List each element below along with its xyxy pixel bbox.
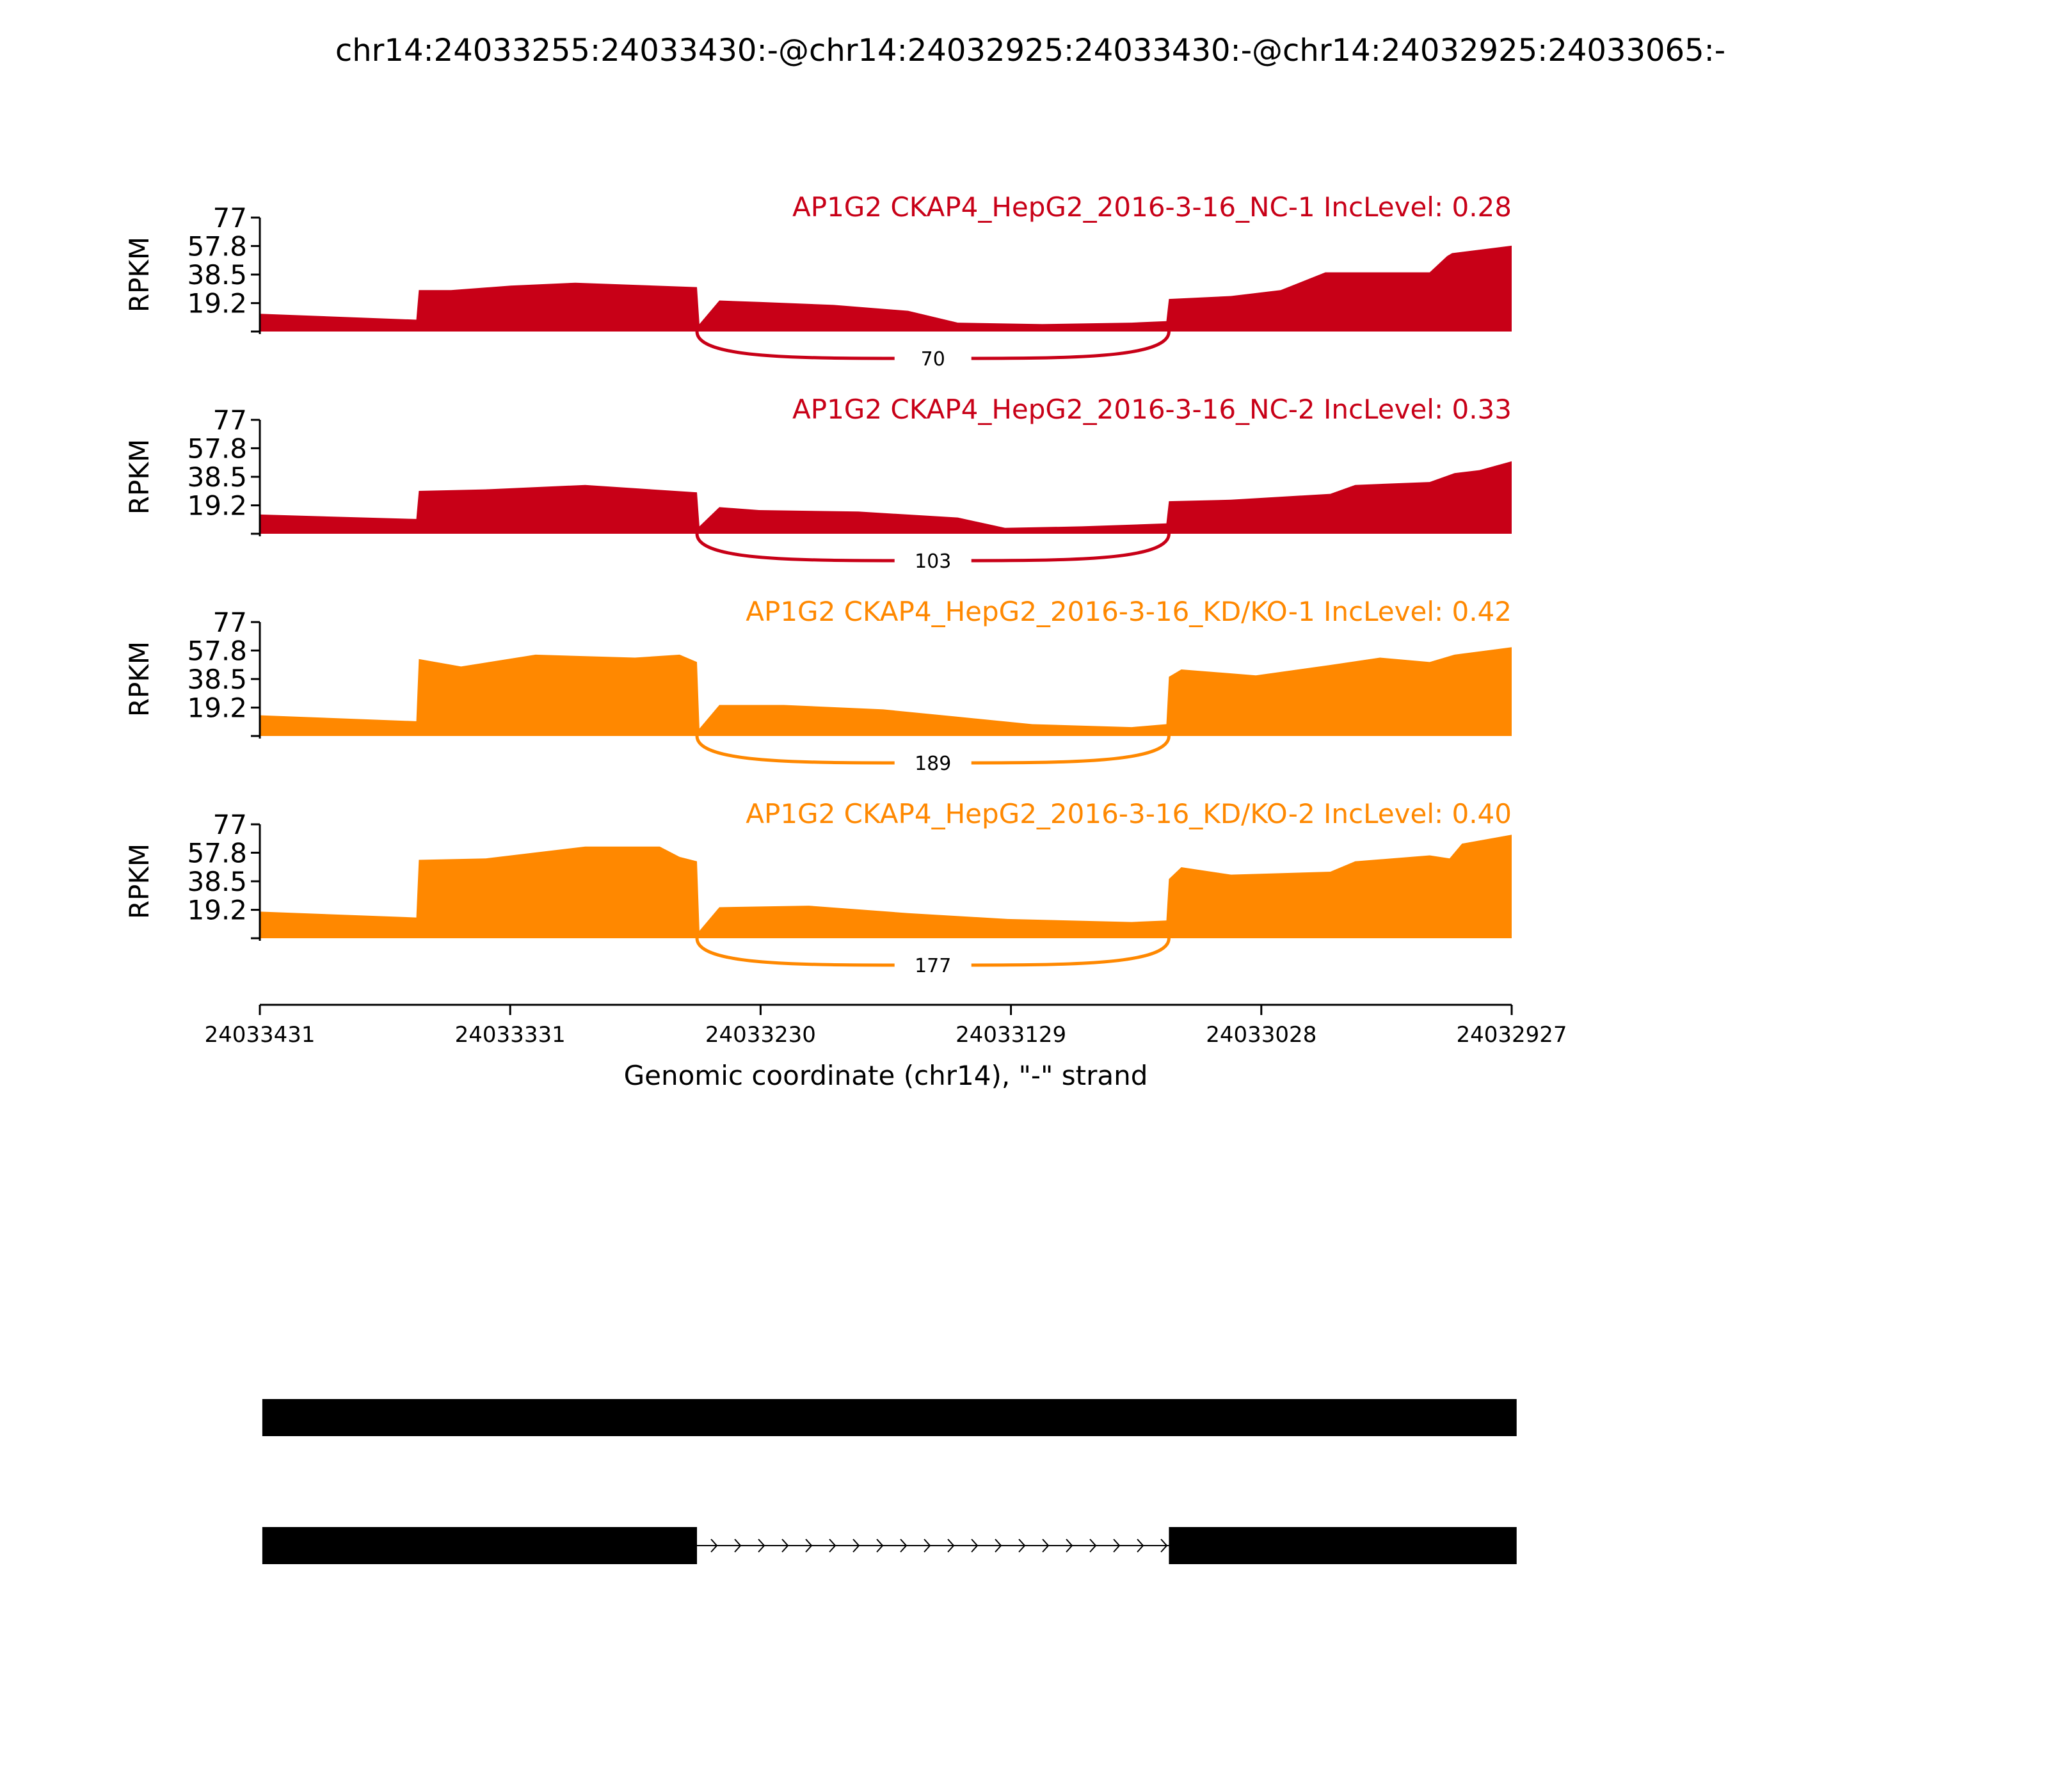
y-tick-label: 19.2 [187, 692, 247, 724]
panel-title: AP1G2 CKAP4_HepG2_2016-3-16_KD/KO-1 IncLevel: 0.42 [746, 596, 1512, 627]
exon-block [1169, 1527, 1516, 1564]
y-axis-label: RPKM [124, 641, 155, 717]
isoform-track [262, 1399, 1517, 1564]
x-tick-label: 24032927 [1456, 1022, 1567, 1048]
junction-count-label: 189 [915, 753, 952, 775]
coverage-panel [124, 191, 1512, 372]
chart-title: chr14:24033255:24033430:-@chr14:24032925:24033430:-@chr14:24032925:24033065:- [335, 33, 1726, 68]
x-tick-label: 24033431 [204, 1022, 316, 1048]
y-tick-label: 77 [212, 607, 247, 638]
y-axis-label: RPKM [124, 236, 155, 313]
coverage-area [260, 461, 1512, 534]
junction-count-label: 177 [915, 955, 952, 977]
junction-count-label: 70 [920, 348, 945, 371]
y-tick-label: 57.8 [187, 837, 247, 869]
panel-title: AP1G2 CKAP4_HepG2_2016-3-16_NC-2 IncLevel: 0.33 [792, 394, 1512, 425]
x-tick-label: 24033331 [454, 1022, 566, 1048]
coverage-area [260, 647, 1512, 736]
y-tick-label: 57.8 [187, 433, 247, 465]
x-axis [204, 1005, 1567, 1091]
x-tick-label: 24033028 [1206, 1022, 1317, 1048]
y-tick-label: 77 [212, 202, 247, 234]
junction-count-label: 103 [915, 550, 952, 573]
y-tick-label: 19.2 [187, 287, 247, 319]
coverage-panel [124, 394, 1512, 575]
y-tick-label: 38.5 [187, 866, 247, 897]
coverage-area [260, 835, 1512, 938]
exon-block [262, 1527, 697, 1564]
coverage-panel [124, 596, 1512, 777]
x-tick-label: 24033230 [705, 1022, 816, 1048]
panel-title: AP1G2 CKAP4_HepG2_2016-3-16_KD/KO-2 IncLevel: 0.40 [746, 798, 1512, 829]
coverage-panels [124, 191, 1512, 979]
y-tick-label: 57.8 [187, 635, 247, 667]
y-tick-label: 57.8 [187, 230, 247, 262]
isoform-model [262, 1527, 1517, 1564]
y-axis-label: RPKM [124, 843, 155, 920]
y-tick-label: 77 [212, 809, 247, 840]
y-tick-label: 77 [212, 404, 247, 436]
panel-title: AP1G2 CKAP4_HepG2_2016-3-16_NC-1 IncLevel: 0.28 [792, 191, 1512, 223]
y-tick-label: 19.2 [187, 894, 247, 926]
x-axis-title: Genomic coordinate (chr14), "-" strand [623, 1060, 1148, 1091]
x-tick-label: 24033129 [956, 1022, 1067, 1048]
y-axis-label: RPKM [124, 438, 155, 515]
y-tick-label: 38.5 [187, 259, 247, 291]
y-tick-label: 38.5 [187, 461, 247, 493]
exon-block [262, 1399, 1517, 1436]
coverage-panel [124, 798, 1512, 979]
y-tick-label: 38.5 [187, 664, 247, 695]
coverage-area [260, 246, 1512, 332]
y-tick-label: 19.2 [187, 490, 247, 522]
isoform-model [262, 1399, 1517, 1436]
